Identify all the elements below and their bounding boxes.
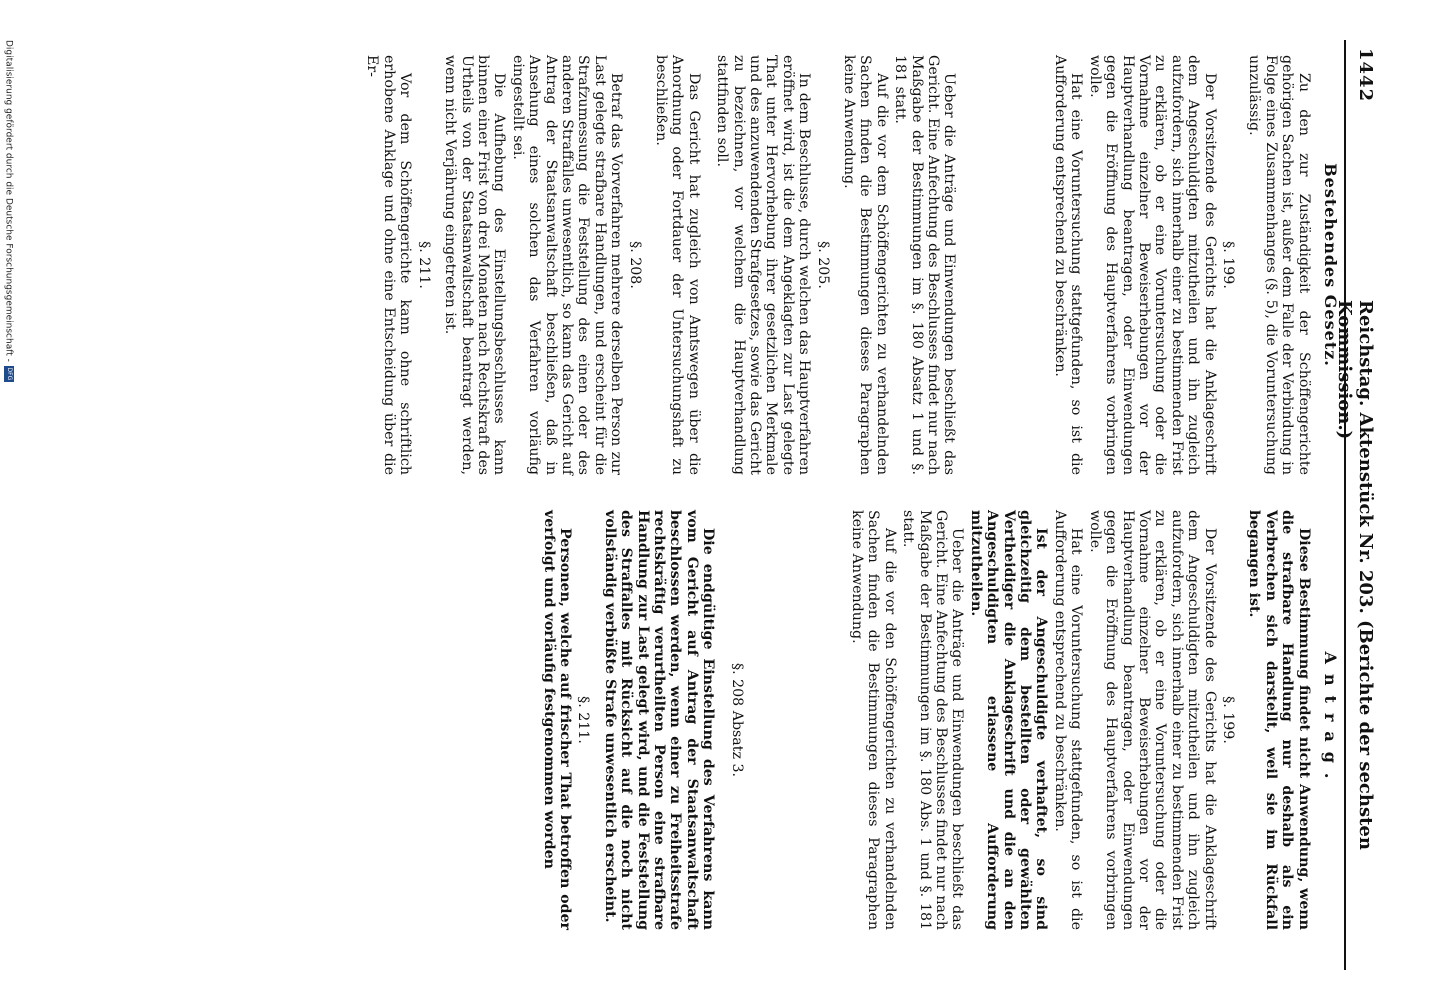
- left-section-199-label: §. 199.: [1219, 241, 1236, 289]
- left-column-heading: Bestehendes Gesetz.: [1321, 163, 1340, 367]
- dfg-logo-icon: DFG: [6, 367, 13, 381]
- right-199-paragraph-2: Hat eine Voruntersuchung stattgefunden, so ist die Aufforderung entsprechend zu beschränken.: [1051, 510, 1085, 930]
- right-column-motion: [538, 510, 1338, 930]
- right-199-paragraph-5: Auf die vor den Schöffengerichten zu verhandelnden Sachen finden die Bestimmungen dieses Paragraphen keine Anwendung.: [849, 510, 898, 930]
- left-column-existing-law: [362, 55, 1338, 475]
- left-211-paragraph-1: Vor dem Schöffengerichte kann ohne schriftlich erhobene Anklage und ohne eine Entscheidung über die Er-: [364, 55, 414, 475]
- left-199-paragraph-1: Der Vorsitzende des Gerichts hat die Anklageschrift dem Angeschuldigten mitzutheilen und ihn zugleich aufzufordern, sich innerhalb einer zu bestimmenden Frist zu erklären, ob er eine Voruntersuchung oder die Vornahme einzelner Beweiserhebungen vor der Hauptverhandlung beantragen, oder Einwendungen gegen die Eröffnung des Hauptverfahrens vorbringen wolle.: [1086, 55, 1218, 475]
- right-intro-paragraph: Diese Bestimmung findet nicht Anwendung, wenn die strafbare Handlung nur deshalb als ein Verbrechen sich darstellt, weil sie im Rückfall begangen ist.: [1246, 510, 1312, 930]
- left-199-paragraph-4: Auf die vor dem Schöffengerichten zu verhandelnden Sachen finden die Bestimmungen dieses Paragraphen keine Anwendung.: [841, 55, 890, 475]
- left-199-paragraph-2: Hat eine Voruntersuchung stattgefunden, so ist die Aufforderung entsprechend zu beschränken.: [1051, 55, 1085, 475]
- right-199-paragraph-3: Ist der Angeschuldigte verhaftet, so sind gleichzeitig dem bestellten oder gewählten Vertheidiger die Anklageschrift und die an den Angeschuldigten erlassene Aufforderung mitzutheilen.: [967, 510, 1050, 930]
- left-205-paragraph-2: Das Gericht hat zugleich von Amtswegen über die Anordnung oder Fortdauer der Untersuchungshaft zu beschließen.: [653, 55, 702, 475]
- page-number: 1442: [1355, 48, 1376, 103]
- right-column-heading: Antrag.: [1321, 651, 1340, 789]
- left-205-paragraph-1: In dem Beschlusse, durch welchen das Hauptverfahren eröffnet wird, ist die dem Angeklagten zur Last gelegte That unter Hervorhebung ihrer gesetzlichen Merkmale und des anzuwendenden Strafgesetzes, sowie das Gericht zu bezeichnen, vor welchem die Hauptverhandlung stattfinden soll.: [714, 55, 813, 475]
- right-section-208-label: §. 208 Absatz 3.: [728, 663, 745, 777]
- right-208-paragraph-1: Die endgültige Einstellung des Verfahrens kann vom Gericht auf Antrag der Staatsanwaltschaft beschlossen werden, wenn einer zu Freiheitsstrafe rechtskräftig verurtheilten Person eine strafbare Handlung zur Last gelegt wird, und die Feststellung des Straffalles mit Rücksicht auf die noch nicht vollständig verbüßte Strafe unwesentlich erscheint.: [601, 510, 717, 930]
- left-intro-paragraph: Zu den zur Zuständigkeit der Schöffengerichte gehörigen Sachen ist, außer dem Falle der Verbindung in Folge eines Zusammenhanges (§. 5), die Voruntersuchung unzulässig.: [1246, 55, 1312, 475]
- right-199-paragraph-4: Ueber die Anträge und Einwendungen beschließt das Gericht. Eine Anfechtung des Beschlusses findet nur nach Maßgabe der Bestimmungen im §. 180 Abs. 1 und §. 181 statt.: [900, 510, 966, 930]
- left-section-205-label: §. 205.: [814, 241, 831, 289]
- left-199-paragraph-3: Ueber die Anträge und Einwendungen beschließt das Gericht. Eine Anfechtung des Beschlusses findet nur nach Maßgabe der Bestimmungen im §. 180 Absatz 1 und §. 181 statt.: [892, 55, 958, 475]
- right-211-paragraph-1: Personen, welche auf frischer That betroffen oder verfolgt und vorläufig festgenommen worden: [540, 510, 573, 930]
- page-title: Reichstag. Aktenstück Nr. 203. (Berichte der sechsten Kommission.): [1334, 300, 1376, 850]
- footer-text: Digitalisierung gefördert durch die Deutsche Forschungsgemeinschaft -: [3, 40, 14, 362]
- right-section-199-label: §. 199.: [1219, 696, 1236, 744]
- digitization-footer: [2, 40, 14, 970]
- left-208-paragraph-2: Die Aufhebung des Einstellungsbeschlusses kann binnen einer Frist von drei Monaten nach Rechtskraft des Urtheils von der Staatsanwaltschaft beantragt werden, wenn nicht Verjährung eingetreten ist.: [442, 55, 508, 475]
- left-section-211-label: §. 211.: [415, 241, 432, 289]
- right-199-paragraph-1: Der Vorsitzende des Gerichts hat die Anklageschrift dem Angeschuldigten mitzutheilen und ihn zugleich aufzufordern, sich innerhalb einer zu bestimmenden Frist zu erklären, ob er eine Voruntersuchung oder die Vornahme einzelner Beweiserhebungen vor der Hauptverhandlung beantragen, oder Einwendungen gegen die Eröffnung des Hauptverfahrens vorbringen wolle.: [1086, 510, 1218, 930]
- left-section-208-label: §. 208.: [626, 241, 643, 289]
- right-section-211-label: §. 211.: [575, 696, 592, 744]
- page-header: [1334, 40, 1380, 970]
- left-208-paragraph-1: Betraf das Vorverfahren mehrere derselben Person zur Last gelegte strafbare Handlungen, und erscheint für die Strafzumessung die Feststellung des einen oder des anderen Straffalles unwesentlich, so kann das Gericht auf Antrag der Staatsanwaltschaft beschließen, daß in Ansehung eines solchen das Verfahren vorläufig eingestellt sei.: [509, 55, 625, 475]
